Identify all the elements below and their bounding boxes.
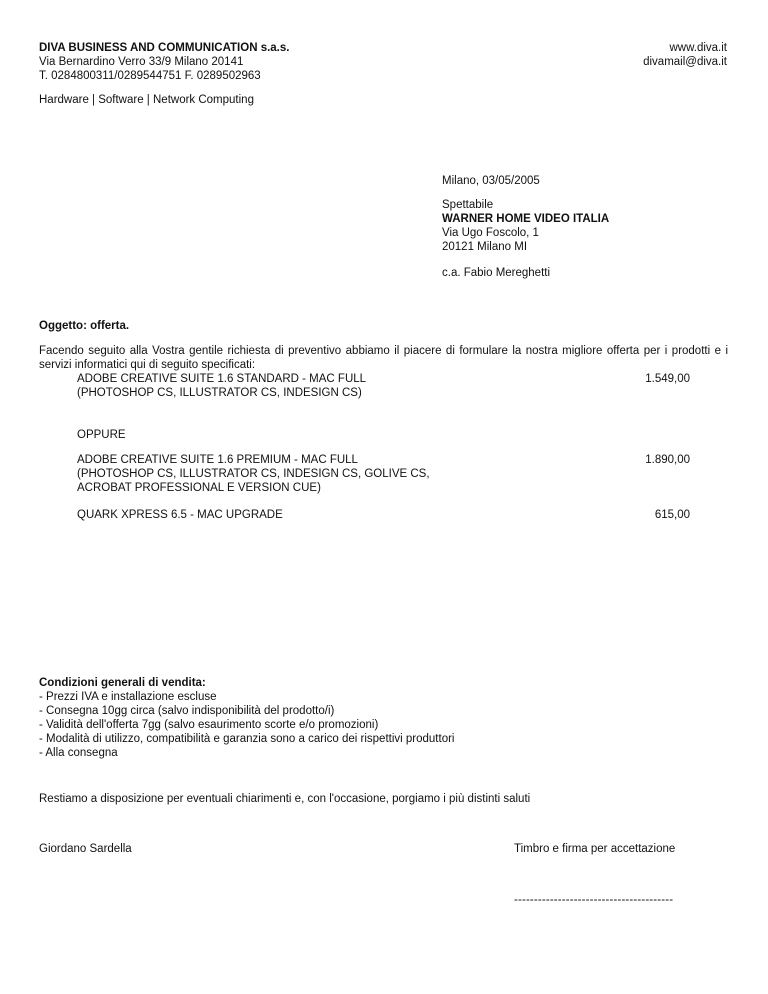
company-phones: T. 0284800311/0289544751 F. 0289502963 <box>39 70 261 82</box>
company-website: www.diva.it <box>669 42 727 54</box>
company-email: divamail@diva.it <box>643 56 727 68</box>
company-header <box>39 41 289 83</box>
salutation: Spettabile <box>442 199 494 211</box>
attention-line: c.a. Fabio Mereghetti <box>442 267 551 279</box>
company-address: Via Bernardino Verro 33/9 Milano 20141 <box>39 56 244 68</box>
company-tagline: Hardware | Software | Network Computing <box>39 94 254 106</box>
company-name: DIVA BUSINESS AND COMMUNICATION s.a.s. <box>39 42 290 54</box>
item-description-line: (PHOTOSHOP CS, ILLUSTRATOR CS, INDESIGN CS, GOLIVE CS, <box>77 468 430 480</box>
offer-item <box>77 508 283 522</box>
item-description-line: ADOBE CREATIVE SUITE 1.6 PREMIUM - MAC FULL <box>77 454 358 466</box>
condition-item: - Validità dell'offerta 7gg (salvo esaurimento scorte e/o promozioni) <box>39 719 379 731</box>
closing-text: Restiamo a disposizione per eventuali chiarimenti e, con l'occasione, porgiamo i più distinti saluti <box>39 793 531 805</box>
recipient-city: 20121 Milano MI <box>442 241 528 253</box>
item-description-line: ADOBE CREATIVE SUITE 1.6 STANDARD - MAC FULL <box>77 373 367 385</box>
item-description-line: (PHOTOSHOP CS, ILLUSTRATOR CS, INDESIGN CS) <box>77 387 362 399</box>
contact-block <box>643 41 727 69</box>
recipient-street: Via Ugo Foscolo, 1 <box>442 227 539 239</box>
item-price: 1.890,00 <box>645 454 690 466</box>
acceptance-label: Timbro e firma per accettazione <box>514 843 676 855</box>
item-description-line: QUARK XPRESS 6.5 - MAC UPGRADE <box>77 509 283 521</box>
offer-item <box>77 453 430 495</box>
oppure-label: OPPURE <box>77 429 126 441</box>
item-description-line: ACROBAT PROFESSIONAL E VERSION CUE) <box>77 482 321 494</box>
offer-item <box>77 372 366 400</box>
conditions-block <box>39 676 454 760</box>
condition-item: - Consegna 10gg circa (salvo indisponibilità del prodotto/i) <box>39 705 335 717</box>
conditions-title: Condizioni generali di vendita: <box>39 677 206 689</box>
place-date: Milano, 03/05/2005 <box>442 175 540 187</box>
intro-paragraph: Facendo seguito alla Vostra gentile richiesta di preventivo abbiamo il piacere di formulare la nostra migliore offerta per i prodotti e i servizi informatici qui di seguito specificati: <box>39 345 728 371</box>
recipient-name: WARNER HOME VIDEO ITALIA <box>442 213 610 225</box>
condition-item: - Prezzi IVA e installazione escluse <box>39 691 217 703</box>
condition-item: - Alla consegna <box>39 747 118 759</box>
subject-line: Oggetto: offerta. <box>39 320 130 332</box>
signature-line: ---------------------------------------- <box>514 894 674 906</box>
condition-item: - Modalità di utilizzo, compatibilità e garanzia sono a carico dei rispettivi produttori <box>39 733 455 745</box>
recipient-block <box>442 198 609 254</box>
item-price: 615,00 <box>654 509 690 521</box>
item-price: 1.549,00 <box>645 373 690 385</box>
signatory-name: Giordano Sardella <box>39 843 132 855</box>
